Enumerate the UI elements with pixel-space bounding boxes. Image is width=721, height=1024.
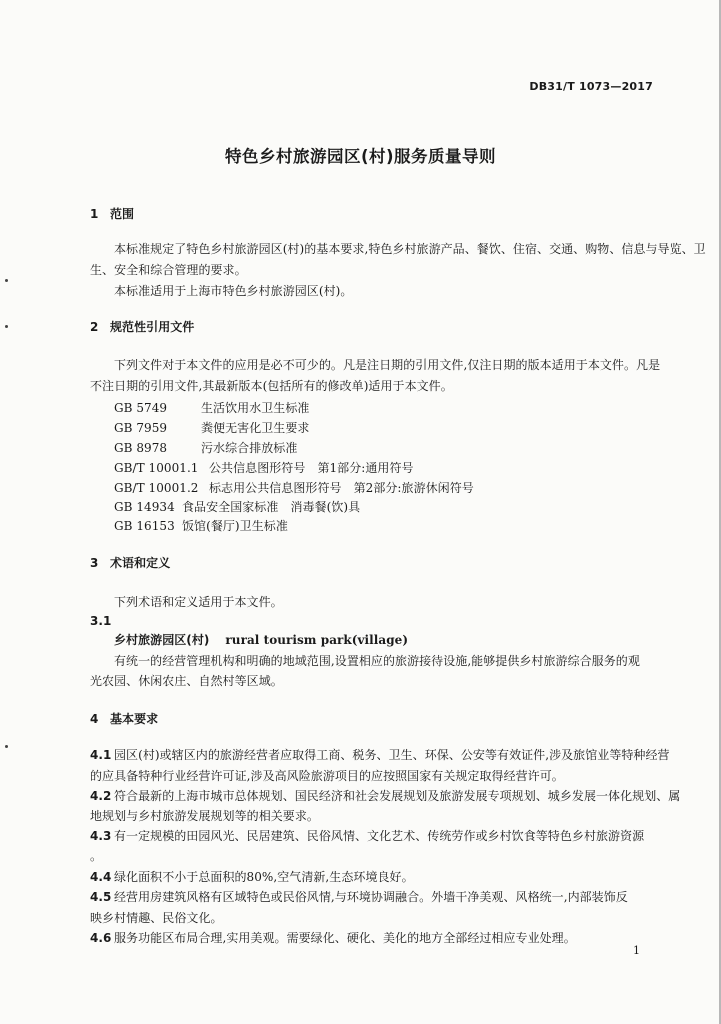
standard-code: DB31/T 1073—2017 <box>529 80 653 93</box>
paragraph-line: 有统一的经营管理机构和明确的地域范围,设置相应的旅游接待设施,能够提供乡村旅游综合服务的观 <box>114 654 640 668</box>
clause-text: 服务功能区布局合理,实用美观。需要绿化、硬化、美化的地方全部经过相应专业处理。 <box>114 931 576 945</box>
clause-text: 符合最新的上海市城市总体规划、国民经济和社会发展规划及旅游发展专项规划、城乡发展一体化规划、属 <box>114 789 681 803</box>
reference-code: GB/T 10001.2 <box>114 481 199 495</box>
clause-number: 4.5 <box>90 890 112 904</box>
section-heading <box>90 321 194 333</box>
paragraph-line: 本标准适用于上海市特色乡村旅游园区(村)。 <box>114 284 353 298</box>
paragraph-line: 生、安全和综合管理的要求。 <box>90 263 247 277</box>
clause-text: 有一定规模的田园风光、民居建筑、民俗风情、文化艺术、传统劳作或乡村饮食等特色乡村旅游资源 <box>114 829 645 843</box>
paragraph-line: 下列文件对于本文件的应用是必不可少的。凡是注日期的引用文件,仅注日期的版本适用于本文件。凡是 <box>114 358 661 372</box>
paragraph-line: 映乡村情趣、民俗文化。 <box>90 911 223 925</box>
reference-code: GB 14934 <box>114 500 175 514</box>
section-title: 术语和定义 <box>110 556 171 570</box>
reference-item <box>114 462 414 474</box>
section-heading <box>90 557 170 569</box>
document-title: 特色乡村旅游园区(村)服务质量导则 <box>224 147 497 166</box>
clause-line <box>90 749 670 761</box>
reference-title: 粪便无害化卫生要求 <box>201 421 310 435</box>
section-heading <box>90 208 134 220</box>
paragraph-line: 本标准规定了特色乡村旅游园区(村)的基本要求,特色乡村旅游产品、餐饮、住宿、交通、购物、信息与导览、卫 <box>114 242 706 256</box>
section-title: 规范性引用文件 <box>110 320 195 334</box>
clause-text: 经营用房建筑风格有区域特色或民俗风情,与环境协调融合。外墙干净美观、风格统一,内部装饰反 <box>114 890 628 904</box>
reference-title: 生活饮用水卫生标准 <box>201 401 310 415</box>
clause-text: 绿化面积不小于总面积的80%,空气清新,生态环境良好。 <box>114 870 414 884</box>
clause-line <box>90 871 414 883</box>
reference-title: 标志用公共信息图形符号 第2部分:旅游休闲符号 <box>209 481 474 495</box>
clause-line <box>90 891 628 903</box>
section-number: 3 <box>90 556 99 570</box>
reference-title: 食品安全国家标准 消毒餐(饮)具 <box>182 500 361 514</box>
clause-line <box>90 830 644 842</box>
term-number: 3.1 <box>90 614 112 628</box>
reference-code: GB 5749 <box>114 401 168 415</box>
scan-mark <box>5 325 8 328</box>
clause-text: 园区(村)或辖区内的旅游经营者应取得工商、税务、卫生、环保、公安等有效证件,涉及旅馆业等特种经营 <box>114 748 670 762</box>
section-number: 4 <box>90 712 99 726</box>
page-number: 1 <box>633 944 640 957</box>
section-number: 1 <box>90 207 99 221</box>
reference-item <box>114 520 288 532</box>
term-english: rural tourism park(village) <box>225 633 409 647</box>
reference-code: GB 7959 <box>114 421 168 435</box>
clause-number: 4.3 <box>90 829 112 843</box>
paragraph-line: 。 <box>90 849 103 863</box>
reference-item <box>114 442 297 454</box>
clause-number: 4.6 <box>90 931 112 945</box>
reference-title: 公共信息图形符号 第1部分:通用符号 <box>209 461 414 475</box>
clause-number: 4.1 <box>90 748 112 762</box>
section-title: 范围 <box>110 207 135 221</box>
clause-line <box>90 790 680 802</box>
reference-item <box>114 501 360 513</box>
clause-line <box>90 932 576 944</box>
reference-code: GB 8978 <box>114 441 168 455</box>
reference-code: GB 16153 <box>114 519 175 533</box>
reference-item <box>114 402 309 414</box>
reference-item <box>114 482 474 494</box>
paragraph-line: 光农园、休闲农庄、自然村等区域。 <box>90 674 283 688</box>
clause-number: 4.4 <box>90 870 112 884</box>
reference-title: 污水综合排放标准 <box>201 441 298 455</box>
paragraph-line: 地规划与乡村旅游发展规划等的相关要求。 <box>90 809 319 823</box>
scan-mark <box>5 279 8 282</box>
reference-title: 饭馆(餐厅)卫生标准 <box>182 519 288 533</box>
section-number: 2 <box>90 320 99 334</box>
term-chinese: 乡村旅游园区(村) <box>114 633 210 647</box>
section-title: 基本要求 <box>110 712 159 726</box>
paragraph-line: 不注日期的引用文件,其最新版本(包括所有的修改单)适用于本文件。 <box>90 379 453 393</box>
clause-number: 4.2 <box>90 789 112 803</box>
paragraph-line: 的应具备特种行业经营许可证,涉及高风险旅游项目的应按照国家有关规定取得经营许可。 <box>90 769 564 783</box>
paragraph-line: 下列术语和定义适用于本文件。 <box>114 595 283 609</box>
term-entry <box>114 634 408 646</box>
scan-mark <box>5 745 8 748</box>
reference-code: GB/T 10001.1 <box>114 461 199 475</box>
section-heading <box>90 713 158 725</box>
reference-item <box>114 422 309 434</box>
